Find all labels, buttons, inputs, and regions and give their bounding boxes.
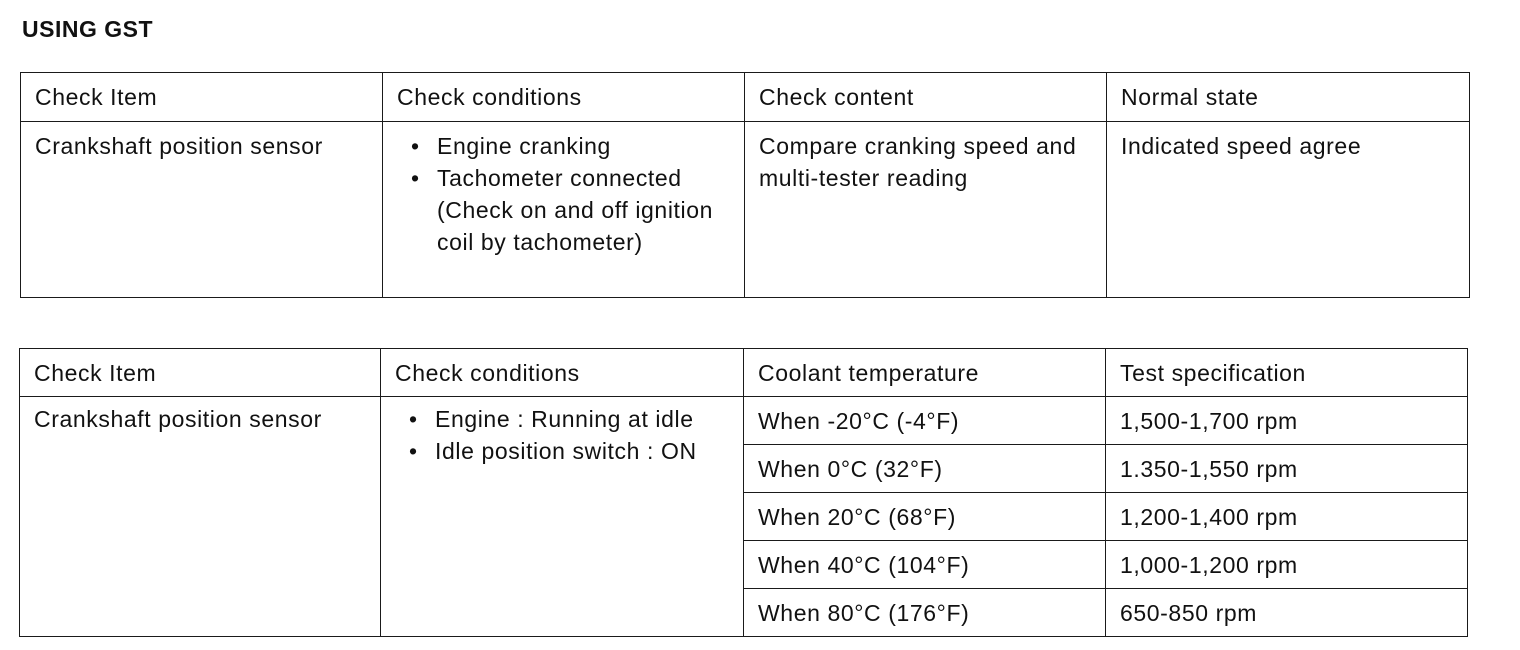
table-row [21,122,1470,298]
coolant-temperature-cell: When 20°C (68°F) [744,493,1106,541]
table-row [20,397,1468,445]
bullet-icon: • [411,165,420,191]
page-title: USING GST [22,16,154,42]
condition-text: Engine cranking [437,133,611,159]
test-specification-cell: 1,500-1,700 rpm [1106,397,1468,445]
check-item-cell: Crankshaft position sensor [21,122,383,298]
test-specification-cell: 1.350-1,550 rpm [1106,445,1468,493]
column-header-check-item: Check Item [20,349,381,397]
conditions-list [395,403,729,467]
conditions-list [397,130,730,258]
test-specification-cell: 650-850 rpm [1106,589,1468,637]
column-header-check-content: Check content [745,73,1107,122]
table-header-row [20,349,1468,397]
check-conditions-cell [383,122,745,298]
condition-item [411,130,730,162]
condition-text: Idle position switch : ON [435,438,697,464]
column-header-check-item: Check Item [21,73,383,122]
check-table-idle [19,348,1468,637]
bullet-icon: • [409,438,418,464]
coolant-temperature-cell: When 40°C (104°F) [744,541,1106,589]
column-header-test-specification: Test specification [1106,349,1468,397]
condition-item [411,162,730,258]
condition-text: Tachometer connected (Check on and off ignition coil by tachometer) [437,165,714,255]
test-specification-cell: 1,000-1,200 rpm [1106,541,1468,589]
column-header-check-conditions: Check conditions [381,349,744,397]
bullet-icon: • [411,133,420,159]
check-conditions-cell [381,397,744,637]
bullet-icon: • [409,406,418,432]
column-header-coolant-temperature: Coolant temperature [744,349,1106,397]
test-specification-cell: 1,200-1,400 rpm [1106,493,1468,541]
check-item-cell: Crankshaft position sensor [20,397,381,637]
column-header-normal-state: Normal state [1107,73,1470,122]
condition-item [409,403,729,435]
check-table-cranking [20,72,1470,298]
condition-text: Engine : Running at idle [435,406,694,432]
table-header-row [21,73,1470,122]
coolant-temperature-cell: When 80°C (176°F) [744,589,1106,637]
coolant-temperature-cell: When 0°C (32°F) [744,445,1106,493]
column-header-check-conditions: Check conditions [383,73,745,122]
coolant-temperature-cell: When -20°C (-4°F) [744,397,1106,445]
check-content-cell: Compare cranking speed and multi-tester reading [745,122,1107,298]
condition-item [409,435,729,467]
normal-state-cell: Indicated speed agree [1107,122,1470,298]
